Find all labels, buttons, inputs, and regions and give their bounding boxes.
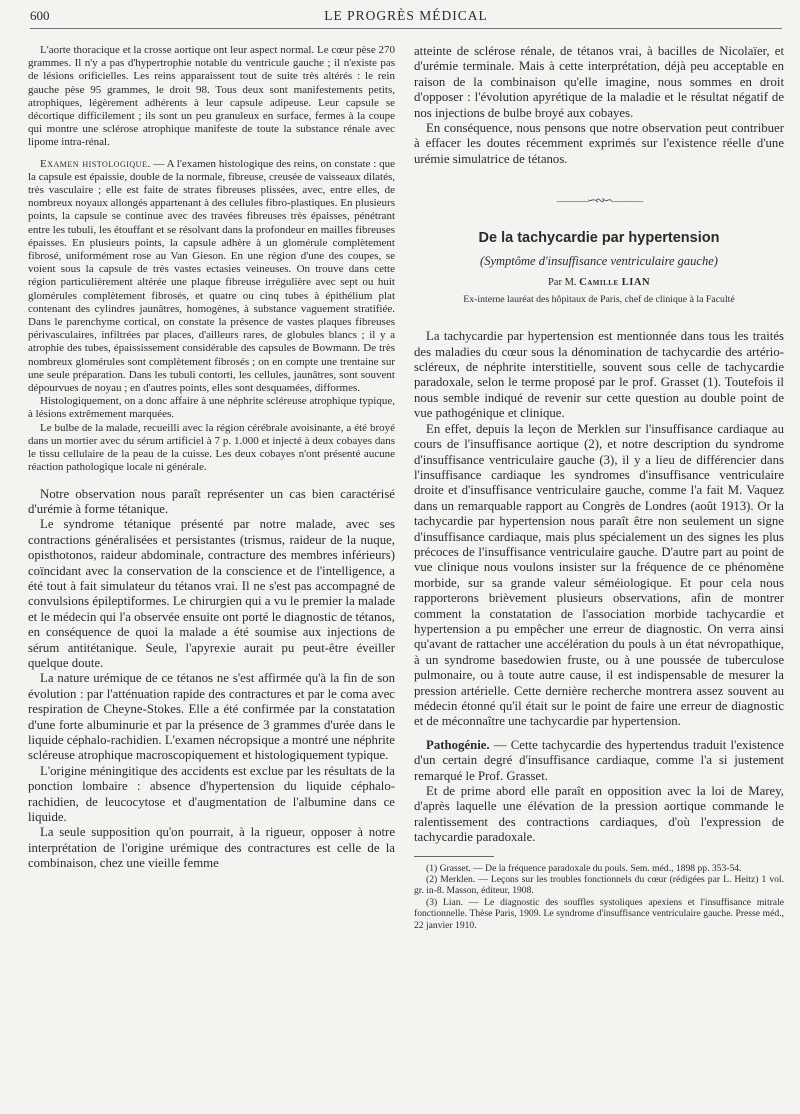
footnote-rule (414, 856, 494, 857)
marey-paragraph: Et de prime abord elle paraît en opposition avec la loi de Marey, d'après laquelle une élévation de la pression aortique commande le ralentissement des contractions cardiaques, d'où l'expression de tachycardie paradoxale. (414, 784, 784, 845)
bulbe-paragraph: Le bulbe de la malade, recueilli avec la région cérébrale avoisinante, a été broyé dans un mortier avec du sérum artificiel à 7 p. 1.000 et injecté à deux cobayes dans le tissu cellulaire de la peau de la cuisse. Les deux cobayes n'ont présenté aucune réaction pathologique locale ni générale. (28, 421, 395, 474)
intro-paragraph: La tachycardie par hypertension est mentionnée dans tous les traités des maladies du cœur sous la dénomination de tachycardie des artério-scléreux, de néphrite interstitielle, souvent sous celle de tachycardie paradoxale, selon le terme proposé par le prof. Grasset (1). Toutefois il nous semble indiqué de revenir sur cette question au double point de vue pathogénique et clinique. (414, 329, 784, 421)
meningitic-origin-paragraph: L'origine méningitique des accidents est exclue par les résultats de la ponction lombaire : absence d'hypertension du liquide céphalo-rachidien, de leucocytose et d'augmentation de l'albumine dans ce liquide. (28, 763, 395, 825)
syndrome-paragraph: Le syndrome tétanique présenté par notre malade, avec ses contractions généralisées et persistantes (trismus, raideur de la nuque, opisthotonos, raideur abdominale, contracture des membres inférieurs) coïncidant avec la conservation de la conscience et de l'intelligence, a été tout à fait simulateur du tétanos vrai. Il ne s'est pas accompagné de convulsions épileptiformes. Le chirurgien qui a vu le premier la malade et le médecin qui l'a observée ensuite ont porté le diagnostic de tétanos, en conséquence de quoi la malade a été soumise aux injections de sérum antitétanique. Seule, l'apyrexie aurait pu peut-être éveiller quelque doute. (28, 517, 395, 670)
journal-title: LE PROGRÈS MÉDICAL (324, 8, 488, 23)
page-number: 600 (30, 8, 50, 23)
section-ornament: ———∽∾∽——— (556, 193, 642, 208)
article-subtitle: (Symptôme d'insuffisance ventriculaire gauche) (480, 254, 718, 269)
uremic-nature-paragraph: La nature urémique de ce tétanos ne s'est affirmée qu'à la fin de son évolution : par l'atténuation rapide des contractures et par le coma avec respiration de Cheyne-Stokes. Elle a été confirmée par la constatation d'une forte albuminurie et par la présence de 3 grammes d'urée dans le liquide céphalo-rachidien. L'examen nécropsique a montré une néphrite scléreuse atrophique macroscopiquement et histologiquement typique. (28, 671, 395, 763)
footnote-3: (3) Lian. — Le diagnostic des souffles systoliques apexiens et l'insuffisance mitrale fonctionnelle. Thèse Paris, 1909. Le syndrome d'insuffisance ventriculaire gauche. Presse méd., 22 janvier 1910. (414, 896, 784, 931)
histology-text: — A l'examen histologique des reins, on constate : que la capsule est épaissie, double de la normale, fibreuse, creusée de vaisseaux dilatés, très vasculaire ; elle est faite de strates fibreuses plissées, avec, entre elles, de nombreux noyaux allongés appartenant à des cellules fibro-plastiques. En plusieurs points, la capsule se continue avec des travées fibreuses très épaisses, pénétrant entre les tubuli, les étouffant et se résolvant dans la profondeur en mailles fibreuses épaisses. En plusieurs points, la capsule adhère à un glomérule complètement fibrosé, uniformément rose au Van Gieson. En une région d'une des coupes, se voient sous la capsule de très vastes ectasies veineuses. On trouve dans cette région particulièrement altérée une plaque fibreuse irrégulière avec sept ou huit glomérules complètement fibrosés, et quatre ou cinq tubes à épithélium plat contenant des cylindres jaunâtres, homogènes, à substance vaguement stratifiée. Dans le parenchyme cortical, on constate la présence de vastes plaques fibreuses périvasculaires, infiltrées par places, d'ailleurs rares, de globules blancs ; il y a atrophie des tubes, épaississement considérable des capsules de Bowmann. De très nombreux glomérules sont complètement fibrosés ; on en compte une trentaine sur une seule préparation. Dans les tubuli contorti, les cellules, jaunâtres, sont souvent dépourvues de noyau ; en d'autres points, elles sont desquamées, difformes. (28, 157, 395, 395)
footnote-2: (2) Merklen. — Leçons sur les troubles fonctionnels du cœur (rédigées par L. Heitz) 1 vol. gr. in-8. Masson, éditeur, 1908. (414, 874, 784, 897)
autopsy-paragraph: L'aorte thoracique et la crosse aortique ont leur aspect normal. Le cœur pèse 270 grammes. Il n'y a pas d'hypertrophie notable du ventricule gauche ; il n'existe pas de lésions orificielles. Les reins apparaissent tout de suite très altérés : le rein gauche pèse 95 grammes, le droit 98. Tous deux sont manifestements petits, atrophiques, légèrement adhérents à leur capsule adipeuse. Leur capsule se décortique difficilement ; ils sont un peu granuleux en surface, fermes à la coupe qui montre une sclérose atrophique manifeste de toute la substance rénale avec lipome intra-rénal. (28, 44, 395, 149)
supposition-paragraph: La seule supposition qu'on pourrait, à la rigueur, opposer à notre interprétation de l'origine urémique des contractures est celle de la combinaison, chez une vieille femme (28, 825, 395, 871)
author-name: Camille LIAN (579, 277, 651, 289)
author-prefix: Par M. (547, 277, 577, 289)
header-rule (30, 28, 782, 29)
continuation-paragraph: atteinte de sclérose rénale, de tétanos vrai, à bacilles de Nicolaïer, et d'urémie terminale. Mais à cette interprétation, déjà peu acceptable en raison de la combinaison qu'elle imagine, nous sommes en droit d'opposer : l'évolution apyrétique de la maladie et le résultat négatif de nos injections de bulbe broyé aux cobayes. (414, 44, 784, 120)
left-column (28, 44, 395, 872)
right-column (414, 44, 784, 931)
author-affiliation: Ex-interne lauréat des hôpitaux de Paris, chef de clinique à la Faculté (463, 294, 735, 306)
footnote-1: (1) Grasset. — De la fréquence paradoxale du pouls. Sem. méd., 1898 pp. 353-54. (426, 862, 742, 874)
pathogenie-heading: Pathogénie. (426, 737, 490, 752)
histology-heading: Examen histologique. (40, 157, 151, 170)
article-title: De la tachycardie par hypertension (478, 230, 720, 247)
pathogenie-text: — Cette tachycardie des hypertendus traduit l'existence d'un certain degré d'insuffisance cardiaque, comme l'a si justement remarqué le Prof. Grasset. (414, 737, 784, 783)
page-header (30, 8, 782, 30)
effect-paragraph: En effet, depuis la leçon de Merklen sur l'insuffisance cardiaque au cours de l'insuffisance aortique (2), et notre description du syndrome d'insuffisance ventriculaire gauche (3), il y a lieu de différencier dans l'insuffisance cardiaque les syndromes d'insuffisance ventriculaire droite et d'insuffisance ventriculaire gauche, comme l'a fait M. Vaquez dans un remarquable rapport au Congrès de Londres (août 1913). Or la tachycardie par hypertension nous paraît être non seulement un signe d'insuffisance cardiaque, mais plus spécialement un des signes les plus précoces de l'insuffisance ventriculaire gauche. D'autre part au point de vue clinique nous voulons insister sur la fréquence de ce phénomène morbide, sur sa grande valeur séméiologique. Et pour cela nous rapporterons brièvement plusieurs observations, afin de montrer comment la constatation de l'association morbide tachycardie et hypertension a pu empêcher une erreur de diagnostic. On verra ainsi qu'avant de rattacher une accélération du pouls à un état névropathique, à un syndrome basedowien fruste, ou à une poussée de tuberculose pulmonaire, ou à toute autre cause, il est indispensable de mesurer la pression artérielle. Cette dernière recherche montrera assez souvent au médecin étonné qu'il était sur le point de faire une erreur de diagnostic et de méconnaître une tachycardie par hypertension. (414, 421, 784, 729)
nephritis-paragraph: Histologiquement, on a donc affaire à une néphrite scléreuse atrophique typique, à lésions extrêmement marquées. (28, 395, 395, 421)
histology-paragraph (28, 158, 395, 396)
pathogenie-paragraph (414, 738, 784, 784)
conclusion-paragraph: En conséquence, nous pensons que notre observation peut contribuer à effacer les doutes récemment exprimés sur l'existence réelle d'une urémie simulatrice de tétanos. (414, 121, 784, 166)
article-author (414, 277, 784, 288)
observation-paragraph: Notre observation nous paraît représenter un cas bien caractérisé d'urémie à forme tétanique. (28, 486, 395, 516)
